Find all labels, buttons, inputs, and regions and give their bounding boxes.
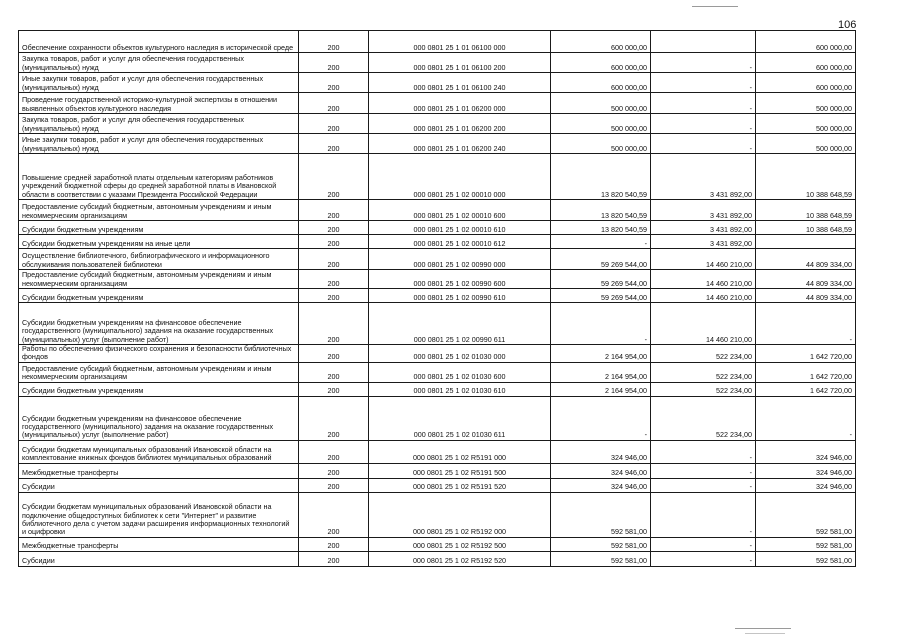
row-amount-change — [651, 31, 756, 53]
row-code: 200 — [299, 270, 369, 289]
row-classification: 000 0801 25 1 01 06200 000 — [369, 93, 551, 114]
table-row — [19, 221, 856, 235]
row-classification: 000 0801 25 1 02 00010 000 — [369, 154, 551, 200]
row-code: 200 — [299, 478, 369, 492]
row-amount-approved: 13 820 540,59 — [551, 200, 651, 221]
page-number: 106 — [838, 19, 857, 31]
table-row — [19, 289, 856, 303]
row-code: 200 — [299, 200, 369, 221]
row-amount-change: - — [651, 551, 756, 566]
row-classification: 000 0801 25 1 02 00990 600 — [369, 270, 551, 289]
row-classification: 000 0801 25 1 01 06100 240 — [369, 73, 551, 93]
row-amount-change: 3 431 892,00 — [651, 235, 756, 249]
row-classification: 000 0801 25 1 02 01030 611 — [369, 396, 551, 440]
row-amount-total: 1 642 720,00 — [756, 382, 856, 396]
table-row — [19, 382, 856, 396]
row-amount-change: 3 431 892,00 — [651, 221, 756, 235]
row-name: Субсидии бюджетным учреждениям на иные цели — [19, 235, 299, 249]
row-code: 200 — [299, 362, 369, 382]
table-row — [19, 249, 856, 270]
row-name: Предоставление субсидий бюджетным, автономным учреждениям и иным некоммерческим организациям — [19, 270, 299, 289]
row-code: 200 — [299, 93, 369, 114]
row-code: 200 — [299, 382, 369, 396]
row-code: 200 — [299, 289, 369, 303]
row-amount-change: 14 460 210,00 — [651, 289, 756, 303]
table-row — [19, 53, 856, 73]
table-row — [19, 440, 856, 463]
row-amount-total: 500 000,00 — [756, 93, 856, 114]
row-name: Субсидии бюджетным учреждениям — [19, 221, 299, 235]
row-name: Закупка товаров, работ и услуг для обеспечения государственных (муниципальных) нужд — [19, 114, 299, 134]
table-row — [19, 114, 856, 134]
row-amount-approved: 592 581,00 — [551, 551, 651, 566]
row-name: Межбюджетные трансферты — [19, 463, 299, 478]
row-amount-change: 14 460 210,00 — [651, 303, 756, 345]
row-code: 200 — [299, 134, 369, 154]
row-name: Иные закупки товаров, работ и услуг для обеспечения государственных (муниципальных) нужд — [19, 134, 299, 154]
row-amount-change: 522 234,00 — [651, 362, 756, 382]
row-amount-total: 44 809 334,00 — [756, 249, 856, 270]
row-code: 200 — [299, 154, 369, 200]
row-name: Закупка товаров, работ и услуг для обеспечения государственных (муниципальных) нужд — [19, 53, 299, 73]
row-amount-change: - — [651, 134, 756, 154]
row-amount-approved: 2 164 954,00 — [551, 345, 651, 363]
row-amount-total: 44 809 334,00 — [756, 270, 856, 289]
row-amount-change: - — [651, 93, 756, 114]
row-amount-change: - — [651, 492, 756, 537]
row-amount-total: 592 581,00 — [756, 492, 856, 537]
row-classification: 000 0801 25 1 01 06100 200 — [369, 53, 551, 73]
row-amount-change: - — [651, 463, 756, 478]
table-row — [19, 345, 856, 363]
row-classification: 000 0801 25 1 02 R5191 520 — [369, 478, 551, 492]
row-amount-approved: 59 269 544,00 — [551, 270, 651, 289]
table-row — [19, 73, 856, 93]
row-name: Осуществление библиотечного, библиографического и информационного обслуживания пользователей библиотеки — [19, 249, 299, 270]
row-code: 200 — [299, 492, 369, 537]
row-classification: 000 0801 25 1 02 R5192 000 — [369, 492, 551, 537]
row-amount-change: 3 431 892,00 — [651, 154, 756, 200]
table-row — [19, 303, 856, 345]
row-classification: 000 0801 25 1 02 R5191 000 — [369, 440, 551, 463]
row-amount-total: 600 000,00 — [756, 73, 856, 93]
row-amount-approved: 592 581,00 — [551, 537, 651, 551]
row-amount-total: 324 946,00 — [756, 463, 856, 478]
row-name: Субсидии бюджетам муниципальных образований Ивановской области на комплектование книжных фондов библиотек муниципальных образований — [19, 440, 299, 463]
row-amount-total: 592 581,00 — [756, 537, 856, 551]
row-amount-approved: 500 000,00 — [551, 134, 651, 154]
table-row — [19, 134, 856, 154]
row-amount-approved: 500 000,00 — [551, 114, 651, 134]
row-amount-change: - — [651, 440, 756, 463]
row-amount-approved: 13 820 540,59 — [551, 154, 651, 200]
row-code: 200 — [299, 440, 369, 463]
row-name: Предоставление субсидий бюджетным, автономным учреждениям и иным некоммерческим организациям — [19, 362, 299, 382]
row-amount-total: 592 581,00 — [756, 551, 856, 566]
row-classification: 000 0801 25 1 02 00010 612 — [369, 235, 551, 249]
row-name: Субсидии бюджетным учреждениям — [19, 382, 299, 396]
row-amount-approved: 59 269 544,00 — [551, 289, 651, 303]
row-amount-total: 600 000,00 — [756, 31, 856, 53]
row-amount-change: - — [651, 537, 756, 551]
row-classification: 000 0801 25 1 02 00990 610 — [369, 289, 551, 303]
row-code: 200 — [299, 249, 369, 270]
row-classification: 000 0801 25 1 02 00990 000 — [369, 249, 551, 270]
row-amount-approved: 2 164 954,00 — [551, 382, 651, 396]
row-code: 200 — [299, 537, 369, 551]
row-name: Субсидии бюджетным учреждениям — [19, 289, 299, 303]
table-row — [19, 537, 856, 551]
row-amount-total: 600 000,00 — [756, 53, 856, 73]
row-amount-total: 10 388 648,59 — [756, 200, 856, 221]
row-amount-change: - — [651, 53, 756, 73]
table-row — [19, 478, 856, 492]
row-amount-approved: 13 820 540,59 — [551, 221, 651, 235]
row-code: 200 — [299, 396, 369, 440]
row-name: Субсидии — [19, 551, 299, 566]
row-code: 200 — [299, 235, 369, 249]
row-amount-approved: 592 581,00 — [551, 492, 651, 537]
row-code: 200 — [299, 551, 369, 566]
row-amount-approved: 324 946,00 — [551, 440, 651, 463]
table-row — [19, 235, 856, 249]
row-amount-total: - — [756, 303, 856, 345]
row-amount-total: 324 946,00 — [756, 478, 856, 492]
row-amount-total: 1 642 720,00 — [756, 345, 856, 363]
row-name: Иные закупки товаров, работ и услуг для обеспечения государственных (муниципальных) нужд — [19, 73, 299, 93]
row-code: 200 — [299, 31, 369, 53]
row-classification: 000 0801 25 1 02 01030 600 — [369, 362, 551, 382]
table-row — [19, 362, 856, 382]
row-code: 200 — [299, 114, 369, 134]
row-amount-change: 14 460 210,00 — [651, 249, 756, 270]
row-amount-approved: 2 164 954,00 — [551, 362, 651, 382]
row-amount-approved: 600 000,00 — [551, 31, 651, 53]
row-amount-change: - — [651, 73, 756, 93]
table-row — [19, 93, 856, 114]
budget-table-body — [19, 31, 856, 567]
row-classification: 000 0801 25 1 02 01030 610 — [369, 382, 551, 396]
row-amount-total: 44 809 334,00 — [756, 289, 856, 303]
scan-mark-bottom — [735, 628, 791, 629]
row-amount-approved: - — [551, 396, 651, 440]
row-name: Субсидии — [19, 478, 299, 492]
row-amount-approved: 324 946,00 — [551, 478, 651, 492]
row-amount-approved: 59 269 544,00 — [551, 249, 651, 270]
budget-table — [18, 30, 856, 567]
row-name: Повышение средней заработной платы отдельным категориям работников учреждений бюджетной сферы до средней заработной платы в Ивановской области в соответствии с указами Президента Российской Федерации — [19, 154, 299, 200]
row-code: 200 — [299, 345, 369, 363]
row-classification: 000 0801 25 1 02 00010 610 — [369, 221, 551, 235]
table-row — [19, 492, 856, 537]
row-amount-total: 10 388 648,59 — [756, 154, 856, 200]
table-row — [19, 154, 856, 200]
row-name: Субсидии бюджетам муниципальных образований Ивановской области на подключение общедоступных библиотек к сети "Интернет" и развитие библиотечного дела с учетом задачи расширения информационных технологий и оцифровки — [19, 492, 299, 537]
row-amount-total — [756, 235, 856, 249]
row-code: 200 — [299, 463, 369, 478]
row-amount-total: - — [756, 396, 856, 440]
row-classification: 000 0801 25 1 02 01030 000 — [369, 345, 551, 363]
row-code: 200 — [299, 73, 369, 93]
table-row — [19, 270, 856, 289]
row-classification: 000 0801 25 1 01 06100 000 — [369, 31, 551, 53]
row-classification: 000 0801 25 1 02 00990 611 — [369, 303, 551, 345]
row-name: Межбюджетные трансферты — [19, 537, 299, 551]
row-amount-approved: 500 000,00 — [551, 93, 651, 114]
row-classification: 000 0801 25 1 02 R5192 520 — [369, 551, 551, 566]
row-amount-change: 522 234,00 — [651, 345, 756, 363]
row-code: 200 — [299, 221, 369, 235]
row-amount-change: 522 234,00 — [651, 382, 756, 396]
row-amount-total: 500 000,00 — [756, 114, 856, 134]
row-classification: 000 0801 25 1 02 R5191 500 — [369, 463, 551, 478]
row-amount-total: 10 388 648,59 — [756, 221, 856, 235]
row-classification: 000 0801 25 1 01 06200 200 — [369, 114, 551, 134]
row-amount-change: 3 431 892,00 — [651, 200, 756, 221]
scan-mark-top — [692, 6, 738, 7]
row-name: Проведение государственной историко-культурной экспертизы в отношении выявленных объектов культурного наследия — [19, 93, 299, 114]
scan-mark-bottom-2 — [745, 633, 785, 634]
row-code: 200 — [299, 53, 369, 73]
row-amount-approved: 600 000,00 — [551, 53, 651, 73]
table-row — [19, 200, 856, 221]
row-name: Предоставление субсидий бюджетным, автономным учреждениям и иным некоммерческим организациям — [19, 200, 299, 221]
row-classification: 000 0801 25 1 01 06200 240 — [369, 134, 551, 154]
row-amount-change: - — [651, 114, 756, 134]
row-amount-approved: - — [551, 303, 651, 345]
row-amount-change: 14 460 210,00 — [651, 270, 756, 289]
row-name: Обеспечение сохранности объектов культурного наследия в исторической среде — [19, 31, 299, 53]
row-amount-total: 500 000,00 — [756, 134, 856, 154]
table-row — [19, 463, 856, 478]
row-amount-approved: 324 946,00 — [551, 463, 651, 478]
table-row — [19, 551, 856, 566]
row-name: Работы по обеспечению физического сохранения и безопасности библиотечных фондов — [19, 345, 299, 363]
row-amount-total: 1 642 720,00 — [756, 362, 856, 382]
row-amount-change: 522 234,00 — [651, 396, 756, 440]
row-code: 200 — [299, 303, 369, 345]
row-amount-change: - — [651, 478, 756, 492]
row-amount-approved: - — [551, 235, 651, 249]
row-classification: 000 0801 25 1 02 00010 600 — [369, 200, 551, 221]
row-name: Субсидии бюджетным учреждениям на финансовое обеспечение государственного (муниципального) задания на оказание государственных (муниципальных) услуг (выполнение работ) — [19, 396, 299, 440]
row-name: Субсидии бюджетным учреждениям на финансовое обеспечение государственного (муниципального) задания на оказание государственных (муниципальных) услуг (выполнение работ) — [19, 303, 299, 345]
row-amount-total: 324 946,00 — [756, 440, 856, 463]
table-row — [19, 396, 856, 440]
row-classification: 000 0801 25 1 02 R5192 500 — [369, 537, 551, 551]
table-row — [19, 31, 856, 53]
row-amount-approved: 600 000,00 — [551, 73, 651, 93]
